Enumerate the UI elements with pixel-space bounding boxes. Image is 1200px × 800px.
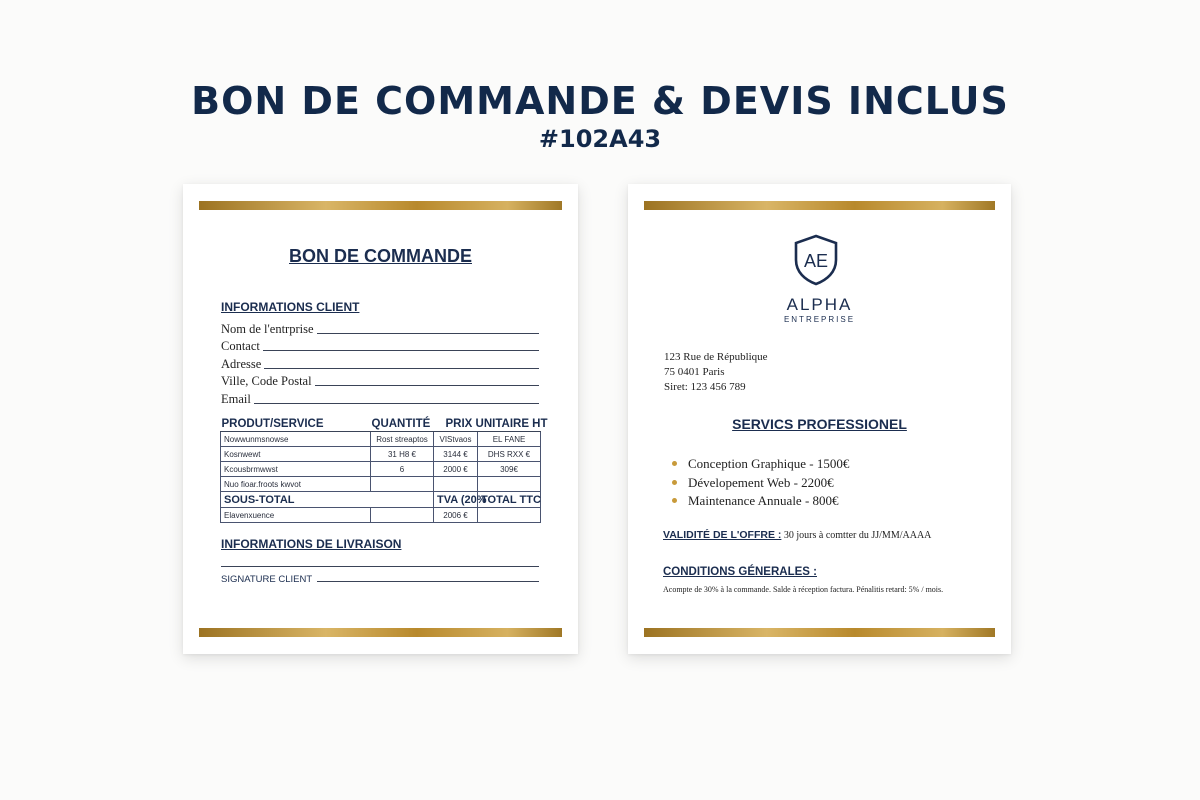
address-line: 123 Rue de République	[664, 351, 768, 363]
validity-text: 30 jours à comtter du JJ/MM/AAAA	[781, 530, 932, 541]
gold-bar-bottom	[199, 628, 562, 637]
product-table	[220, 418, 548, 523]
field-contact[interactable]	[221, 337, 539, 355]
logo-letters: AE	[803, 251, 829, 271]
table-cell: Elavenxuence	[221, 508, 371, 523]
subtotal-label: SOUS-TOTAL	[221, 492, 434, 508]
list-item: Maintenance Annuale - 800€	[672, 492, 849, 511]
table-cell	[434, 477, 478, 492]
table-cell: Nuo fioar.froots kwvot	[221, 477, 371, 492]
table-cell: 3144 €	[434, 447, 478, 462]
table-row	[221, 477, 541, 492]
signature-row[interactable]	[221, 574, 539, 585]
field-line	[263, 350, 539, 351]
services-title: SERVICS PROFESSIONEL	[732, 416, 907, 432]
conditions-title: CONDITIONS GÉNERALES :	[663, 566, 817, 578]
validity-label: VALIDITÉ DE L'OFFRE :	[663, 529, 782, 541]
field-label: Email	[221, 391, 251, 406]
order-form-card	[183, 184, 578, 654]
offer-validity	[663, 529, 931, 541]
services-list	[672, 455, 849, 511]
header-unit-price: PRIX UNITAIRE HT	[434, 418, 541, 432]
siret-line: Siret: 123 456 789	[664, 381, 746, 393]
field-label: Ville, Code Postal	[221, 374, 312, 388]
table-cell: DHS RXX €	[478, 447, 541, 462]
conditions-text: Acompte de 30% à la commande. Salde à réception factura. Pénalitis retard: 5% / mois.	[663, 585, 944, 594]
table-cell: Kosnwewt	[221, 447, 371, 462]
table-row	[221, 462, 541, 477]
signature-label: SIGNATURE CLIENT	[221, 574, 313, 585]
table-cell	[371, 477, 434, 492]
table-cell: Nowwunmsnowse	[221, 432, 371, 447]
page-code: #102A43	[538, 125, 662, 153]
list-item: Conception Graphique - 1500€	[672, 455, 849, 474]
total-ttc-label: TOTAL TTC	[478, 492, 541, 508]
table-cell: 2006 €	[434, 508, 478, 523]
gold-bar-bottom	[644, 628, 995, 637]
table-row	[221, 447, 541, 462]
field-line	[254, 403, 539, 404]
company-address	[664, 350, 768, 395]
field-address[interactable]	[221, 354, 539, 372]
field-company[interactable]	[221, 319, 539, 337]
gold-bar-top	[199, 201, 562, 210]
header-product: PRODUT/SERVICE	[221, 418, 371, 432]
table-cell: EL FANE	[478, 432, 541, 447]
table-cell: 2000 €	[434, 462, 478, 477]
field-line	[264, 368, 539, 369]
table-cell: 6	[371, 462, 434, 477]
address-line: 75 0401 Paris	[664, 366, 725, 378]
list-item: Dévelopement Web - 2200€	[672, 474, 849, 493]
order-form-title: BON DE COMMANDE	[289, 246, 472, 266]
header-quantity: QUANTITÉ	[371, 418, 434, 432]
quote-card	[628, 184, 1011, 654]
field-line	[317, 333, 539, 334]
brand-name: ALPHA	[786, 295, 853, 314]
shield-logo-icon	[793, 234, 839, 286]
totals-value-row	[221, 508, 541, 523]
field-line	[315, 385, 539, 386]
delivery-line[interactable]	[221, 566, 539, 567]
page-title: BON DE COMMANDE & DEVIS INCLUS	[191, 79, 1009, 123]
table-cell: Kcousbrmwwst	[221, 462, 371, 477]
field-label: Adresse	[221, 356, 262, 371]
brand-subtitle: ENTREPRISE	[783, 315, 856, 324]
table-header-row	[221, 418, 541, 432]
gold-bar-top	[644, 201, 995, 210]
table-cell: 309€	[478, 462, 541, 477]
client-section-heading: INFORMATIONS CLIENT	[221, 300, 360, 314]
field-label: Nom de l'entrprise	[221, 321, 314, 336]
table-cell: 31 H8 €	[371, 447, 434, 462]
client-fields	[221, 319, 539, 407]
table-cell	[478, 508, 541, 523]
page-header	[0, 80, 1200, 154]
table-row	[221, 432, 541, 447]
delivery-section-heading: INFORMATIONS DE LIVRAISON	[221, 537, 402, 551]
totals-label-row	[221, 492, 541, 508]
table-cell	[371, 508, 434, 523]
field-city-postcode[interactable]	[221, 372, 539, 390]
table-cell	[478, 477, 541, 492]
field-email[interactable]	[221, 389, 539, 407]
field-label: Contact	[221, 339, 260, 353]
vat-label: TVA (20%	[434, 492, 478, 508]
table-cell: VIStvaos	[434, 432, 478, 447]
table-cell: Rost streaptos	[371, 432, 434, 447]
signature-line	[317, 581, 539, 582]
